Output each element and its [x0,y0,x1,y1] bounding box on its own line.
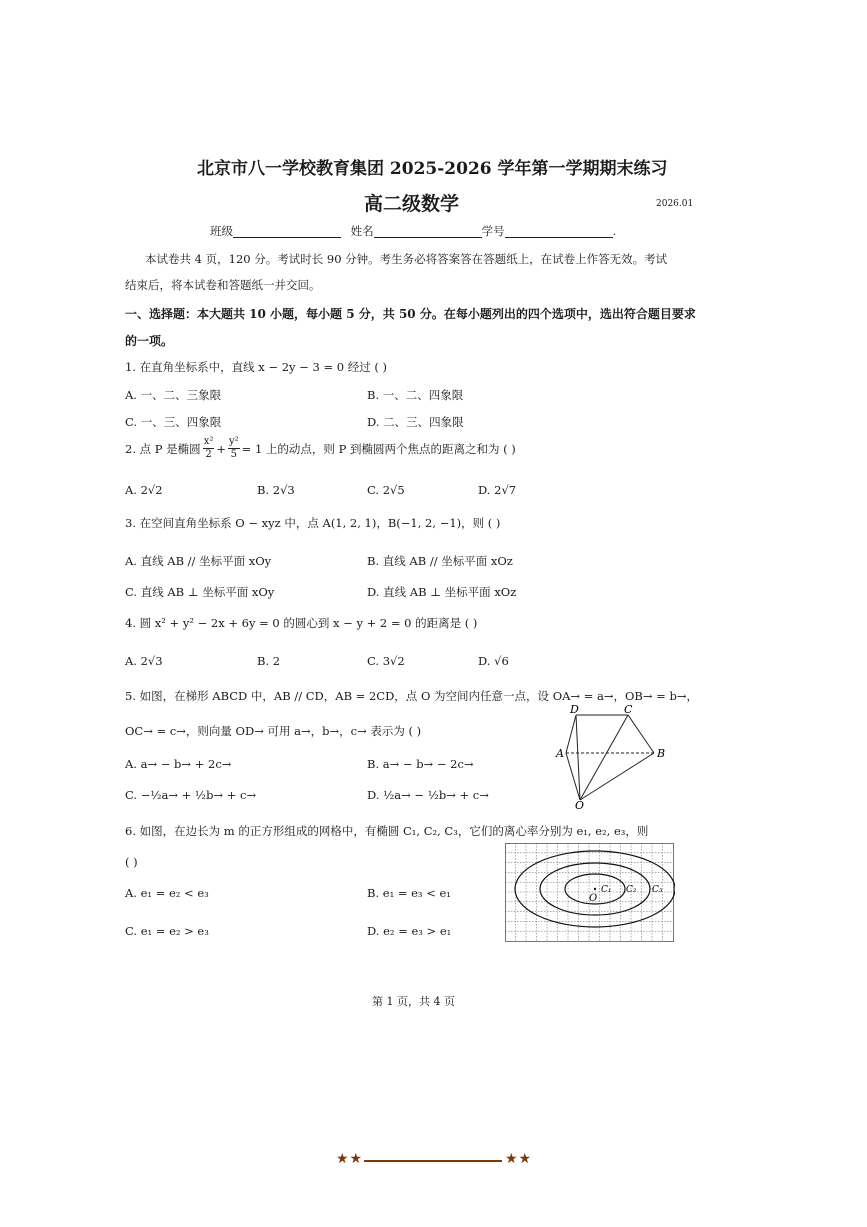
exam-title: 北京市八一学校教育集团 2025-2026 学年第一学期期末练习 [197,159,668,179]
page-number: 第 1 页，共 4 页 [372,995,455,1008]
q3-option-d: D. 直线 AB ⊥ 坐标平面 xOz [367,585,517,599]
q5-option-b: B. a→ − b→ − 2c→ [367,757,474,771]
q5-option-a: A. a→ − b→ + 2c→ [125,757,232,771]
label-c2: C₂ [626,885,637,895]
label-c3: C₃ [652,885,663,895]
edge-oc [580,715,628,800]
q4-option-c: C. 3√2 [367,654,405,668]
q2-option-d: D. 2√7 [478,483,517,497]
q6-stem-line-2: ( ) [125,855,138,869]
name-label: 姓名 [350,224,374,238]
q2-fraction-y [228,436,240,461]
q1-option-d: D. 二、三、四象限 [367,415,464,429]
q6-option-b: B. e₁ = e₃ < e₁ [367,886,451,900]
q2-fraction-x [203,436,215,461]
label-c: C [624,705,633,716]
exam-date: 2026.01 [656,199,694,209]
q5-option-d: D. ½a→ − ½b→ + c→ [367,788,489,802]
q6-option-d: D. e₂ = e₃ > e₁ [367,924,452,938]
instructions-line-1: 本试卷共 4 页，120 分。考试时长 90 分钟。考生务必将答案答在答题纸上，在试卷上作答无效。考试 [145,252,668,266]
q3-option-a: A. 直线 AB // 坐标平面 xOy [125,554,272,568]
q2-stem [125,436,516,461]
q1-option-a: A. 一、二、三象限 [125,388,222,402]
class-label: 班级 [210,224,233,238]
name-blank [374,225,482,238]
id-blank [505,225,613,238]
label-b: B [657,747,666,760]
section-heading-line-2: 的一项。 [125,334,174,348]
edge-ob [580,753,654,800]
q2-option-c: C. 2√5 [367,483,405,497]
q2-frac1-num: x² [203,436,214,447]
exam-subtitle: 高二级数学 [364,193,460,215]
q6-ellipse-grid-figure [505,843,675,943]
q4-stem: 4. 圆 x² + y² − 2x + 6y = 0 的圆心到 x − y + 2 = 0 的距离是 ( ) [125,616,478,630]
q2-frac1-den: 2 [205,449,212,460]
q2-stem-post: = 1 上的动点，则 P 到椭圆两个焦点的距离之和为 ( ) [241,441,516,456]
q2-frac2-den: 5 [230,449,237,460]
q6-option-c: C. e₁ = e₂ > e₃ [125,924,209,938]
q1-stem: 1. 在直角坐标系中，直线 x − 2y − 3 = 0 经过 ( ) [125,360,387,374]
q2-option-b: B. 2√3 [257,483,295,497]
label-a: A [556,747,564,760]
q5-trapezoid-figure [550,705,675,810]
q3-stem: 3. 在空间直角坐标系 O − xyz 中，点 A(1, 2, 1)，B(−1, 2, −1)，则 ( ) [125,516,501,530]
footer-rule [364,1160,502,1162]
q2-option-a: A. 2√2 [125,483,163,497]
q2-plus: + [216,441,226,456]
label-o: O [589,893,598,904]
label-o: O [575,799,585,810]
student-info-line: 班级 姓名 学号 . [210,224,617,238]
q3-option-b: B. 直线 AB // 坐标平面 xOz [367,554,513,568]
q5-option-c: C. −½a→ + ½b→ + c→ [125,788,257,802]
q1-option-b: B. 一、二、四象限 [367,388,464,402]
label-c1: C₁ [601,885,612,895]
q2-frac2-num: y² [228,436,239,447]
q5-stem-line-1: 5. 如图，在梯形 ABCD 中，AB // CD，AB = 2CD，点 O 为空间内任意一点，设 OA→ = a→，OB→ = b→， [125,689,698,703]
label-d: D [570,705,579,716]
section-heading-line-1: 一、选择题：本大题共 10 小题，每小题 5 分，共 50 分。在每小题列出的四个选项中，选出符合题目要求 [125,307,696,321]
edge-cb [628,715,654,753]
q3-option-c: C. 直线 AB ⊥ 坐标平面 xOy [125,585,275,599]
edge-da [566,715,576,753]
class-blank [233,225,341,238]
q4-option-b: B. 2 [257,654,281,668]
q4-option-a: A. 2√3 [125,654,163,668]
q2-stem-pre: 2. 点 P 是椭圆 [125,441,201,456]
footer-stars-right: ★★ [505,1151,533,1167]
instructions-line-2: 结束后，将本试卷和答题纸一并交回。 [125,278,321,292]
center-point [594,888,596,890]
q6-option-a: A. e₁ = e₂ < e₃ [125,886,209,900]
q1-option-c: C. 一、三、四象限 [125,415,222,429]
id-label: 学号 [481,224,505,238]
q5-stem-line-2: OC→ = c→，则向量 OD→ 可用 a→，b→，c→ 表示为 ( ) [125,724,422,738]
q6-stem-line-1: 6. 如图，在边长为 m 的正方形组成的网格中，有椭圆 C₁, C₂, C₃，它们的离心率分别为 e₁, e₂, e₃，则 [125,824,649,838]
q4-option-d: D. √6 [478,654,509,668]
footer-stars-left: ★★ [336,1151,364,1167]
